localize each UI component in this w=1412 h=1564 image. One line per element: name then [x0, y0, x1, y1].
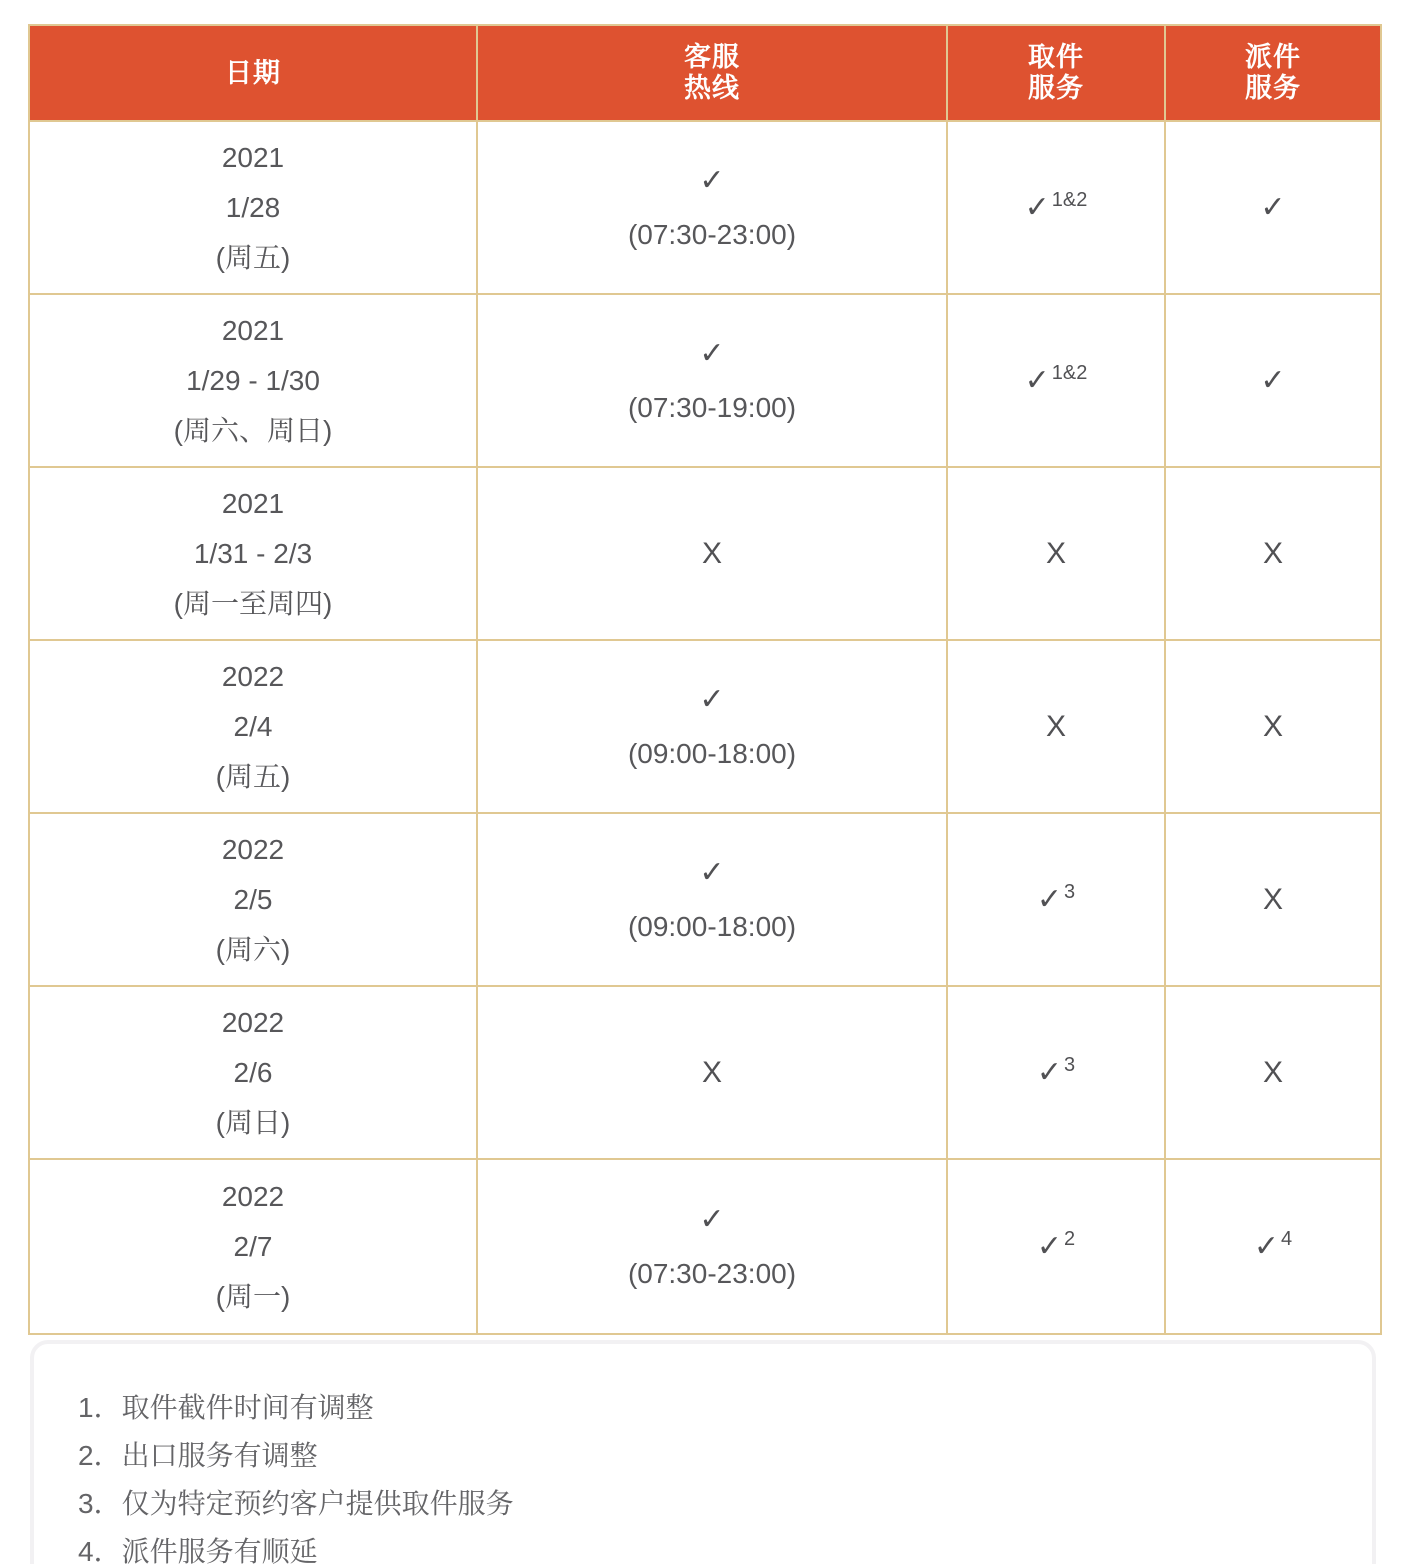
- hotline-mark: [702, 537, 722, 571]
- hotline-cell: [478, 468, 948, 641]
- check-mark: ✓: [1024, 190, 1050, 224]
- delivery-cell: [1166, 987, 1380, 1160]
- pickup-mark: [1024, 188, 1088, 225]
- delivery-cell: [1166, 295, 1380, 468]
- hotline-cell: [478, 122, 948, 295]
- date-range: 1/31 - 2/3: [193, 537, 313, 569]
- header-hotline-line2: 热线: [684, 73, 740, 103]
- date-year: 2022: [221, 833, 285, 865]
- pickup-cell: [948, 987, 1166, 1160]
- cross-mark: X: [1262, 709, 1283, 743]
- hotline-hours: (07:30-19:00): [627, 392, 797, 423]
- footnote-ref: 3: [1064, 1053, 1076, 1076]
- cross-mark: X: [1045, 536, 1066, 570]
- check-mark: ✓: [1036, 1055, 1062, 1089]
- delivery-cell: [1166, 122, 1380, 295]
- hotline-cell: [478, 295, 948, 468]
- footnote-1: 1．取件截件时间有调整: [78, 1392, 374, 1423]
- header-pickup-line1: 取件: [1028, 42, 1084, 72]
- hotline-mark: [699, 683, 724, 717]
- date-cell: [30, 987, 478, 1160]
- header-pickup-line2: 服务: [1028, 73, 1084, 103]
- footnote-4: 4．派件服务有顺延: [78, 1536, 318, 1564]
- hotline-hours: (07:30-23:00): [627, 1258, 797, 1289]
- date-cell: [30, 295, 478, 468]
- cross-mark: X: [1262, 882, 1283, 916]
- date-range: 2/7: [233, 1230, 273, 1262]
- check-mark: ✓: [699, 337, 725, 370]
- hotline-hours: (09:00-18:00): [627, 738, 797, 769]
- pickup-cell: [948, 1160, 1166, 1333]
- pickup-mark: [1036, 880, 1076, 917]
- delivery-cell: [1166, 1160, 1380, 1333]
- date-range: 1/29 - 1/30: [186, 364, 320, 396]
- date-year: 2021: [221, 487, 285, 519]
- date-year: 2022: [221, 1006, 285, 1038]
- date-weekday: (周五): [215, 241, 291, 273]
- footnote-ref: 4: [1281, 1227, 1293, 1250]
- footnote-ref: 1&2: [1051, 361, 1088, 384]
- footnote-3: 3．仅为特定预约客户提供取件服务: [78, 1488, 514, 1519]
- service-schedule-table: [28, 24, 1382, 1335]
- hotline-mark: [699, 164, 724, 198]
- header-pickup: [948, 26, 1166, 122]
- delivery-mark: [1260, 191, 1285, 225]
- delivery-cell: [1166, 468, 1380, 641]
- footnote-2: 2．出口服务有调整: [78, 1440, 318, 1471]
- cross-mark: X: [701, 536, 722, 570]
- header-hotline: [478, 26, 948, 122]
- hotline-hours: (07:30-23:00): [627, 219, 797, 250]
- hotline-cell: [478, 814, 948, 987]
- date-cell: [30, 814, 478, 987]
- pickup-cell: [948, 641, 1166, 814]
- delivery-mark: [1260, 364, 1285, 398]
- hotline-mark: [699, 856, 724, 890]
- delivery-mark: [1263, 1056, 1283, 1090]
- pickup-mark: [1046, 710, 1066, 744]
- hotline-cell: [478, 987, 948, 1160]
- pickup-mark: [1036, 1053, 1076, 1090]
- delivery-mark: [1263, 883, 1283, 917]
- check-mark: ✓: [1024, 363, 1050, 397]
- header-date-line1: 日期: [225, 57, 281, 88]
- cross-mark: X: [1262, 1055, 1283, 1089]
- date-year: 2022: [221, 1180, 285, 1212]
- date-weekday: (周一至周四): [173, 587, 333, 619]
- date-year: 2021: [221, 314, 285, 346]
- hotline-hours: (09:00-18:00): [627, 911, 797, 942]
- check-mark: ✓: [699, 683, 725, 716]
- pickup-mark: [1036, 1227, 1076, 1264]
- delivery-mark: [1253, 1227, 1293, 1264]
- check-mark: ✓: [699, 1203, 725, 1236]
- header-hotline-line1: 客服: [684, 42, 740, 72]
- date-year: 2021: [221, 141, 285, 173]
- date-range: 2/5: [233, 883, 273, 915]
- hotline-cell: [478, 641, 948, 814]
- check-mark: ✓: [1036, 1229, 1062, 1263]
- cross-mark: X: [1045, 709, 1066, 743]
- date-range: 2/6: [233, 1056, 273, 1088]
- check-mark: ✓: [1260, 190, 1286, 224]
- date-year: 2022: [221, 660, 285, 692]
- check-mark: ✓: [1260, 363, 1286, 397]
- pickup-cell: [948, 814, 1166, 987]
- pickup-mark: [1046, 537, 1066, 571]
- header-delivery-line2: 服务: [1245, 73, 1301, 103]
- delivery-mark: [1263, 537, 1283, 571]
- hotline-mark: [699, 1203, 724, 1237]
- date-range: 2/4: [233, 710, 273, 742]
- date-weekday: (周六、周日): [173, 414, 333, 446]
- date-range: 1/28: [225, 191, 281, 223]
- date-cell: [30, 468, 478, 641]
- pickup-cell: [948, 295, 1166, 468]
- hotline-mark: [699, 337, 724, 371]
- cross-mark: X: [701, 1055, 722, 1089]
- header-date: [30, 26, 478, 122]
- hotline-cell: [478, 1160, 948, 1333]
- date-weekday: (周五): [215, 760, 291, 792]
- check-mark: ✓: [1036, 882, 1062, 916]
- date-weekday: (周日): [215, 1106, 291, 1138]
- date-weekday: (周一): [215, 1280, 291, 1312]
- check-mark: ✓: [1253, 1229, 1279, 1263]
- date-weekday: (周六): [215, 933, 291, 965]
- check-mark: ✓: [699, 164, 725, 197]
- pickup-cell: [948, 468, 1166, 641]
- check-mark: ✓: [699, 856, 725, 889]
- delivery-mark: [1263, 710, 1283, 744]
- date-cell: [30, 1160, 478, 1333]
- date-cell: [30, 641, 478, 814]
- footnote-ref: 2: [1064, 1227, 1076, 1250]
- delivery-cell: [1166, 641, 1380, 814]
- header-delivery: [1166, 26, 1380, 122]
- cross-mark: X: [1262, 536, 1283, 570]
- date-cell: [30, 122, 478, 295]
- pickup-mark: [1024, 361, 1088, 398]
- footnote-ref: 1&2: [1051, 188, 1088, 211]
- header-delivery-line1: 派件: [1245, 42, 1301, 72]
- footnotes-card: [30, 1340, 1376, 1564]
- footnote-ref: 3: [1064, 880, 1076, 903]
- hotline-mark: [702, 1056, 722, 1090]
- pickup-cell: [948, 122, 1166, 295]
- delivery-cell: [1166, 814, 1380, 987]
